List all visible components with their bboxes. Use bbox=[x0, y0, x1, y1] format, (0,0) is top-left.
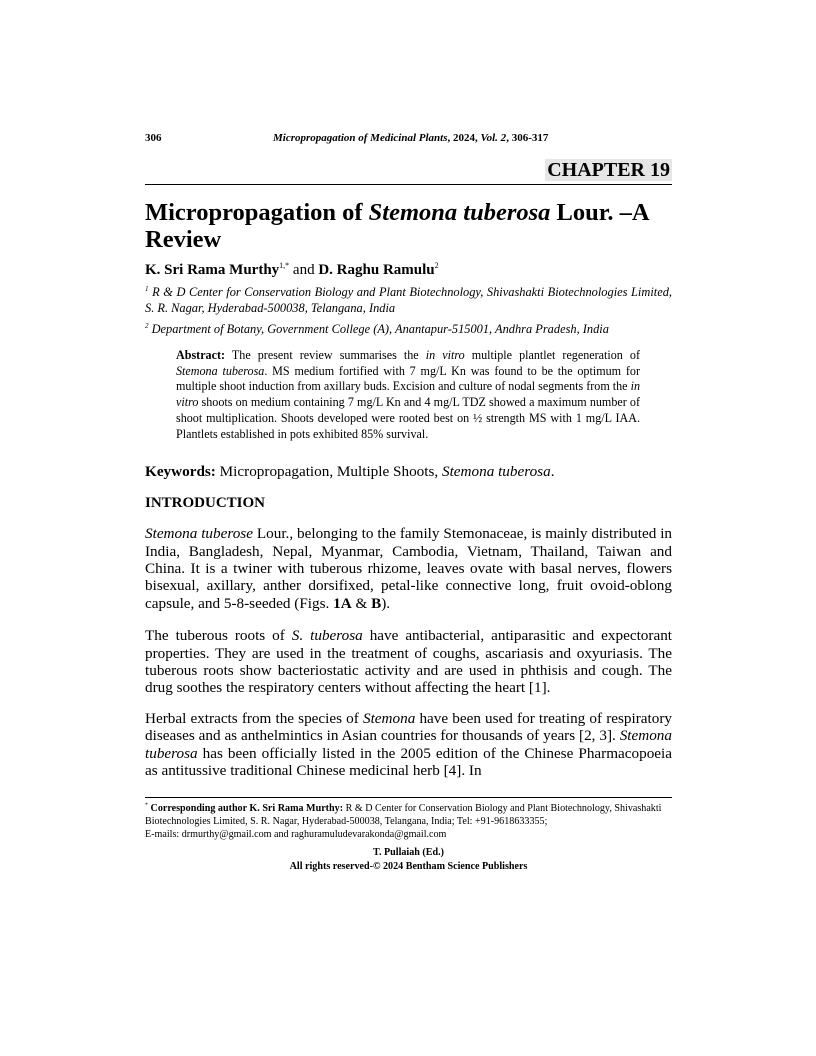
section-heading: INTRODUCTION bbox=[145, 495, 266, 512]
text-run: . bbox=[550, 463, 555, 481]
text-run: Lour., belonging to the family Stemonaceae, is mainly distributed in India, Bangladesh, Nepal, Myanmar, Cambodia, Vietnam, Thailand, Taiwan and China. It is a twiner with tuberous rhizome, leaves ovate with basal nerves, flowers bisexual, axillary, anther dorsifixed, petal-like connective long, fruit ovoid-oblong capsule, and 5-8-seeded (Figs. bbox=[145, 525, 673, 612]
text-run: Herbal extracts from the species of bbox=[145, 709, 363, 727]
page-title-line1 bbox=[145, 199, 650, 226]
page-title bbox=[145, 199, 672, 253]
author-name: D. Raghu Ramulu bbox=[318, 262, 435, 278]
editor-credit: T. Pullaiah (Ed.) bbox=[372, 846, 445, 858]
italic-text: Vol. 2 bbox=[480, 132, 507, 144]
running-header bbox=[145, 131, 672, 145]
abstract bbox=[176, 348, 640, 442]
text-run: have antibacterial, antiparasitic and expectorant properties. They are used in the treatment of coughs, ascariasis and oxyuriasis. The tuberous roots show bacteriostatic activity and are used in phthisis and cough. The drug soothes the respiratory centers without affecting the heart [1]. bbox=[145, 627, 673, 697]
italic-text: S. tuberosa bbox=[291, 627, 363, 645]
bold-text: 1A bbox=[333, 594, 352, 612]
chapter-label-row bbox=[145, 158, 672, 184]
text-run: multiple plantlet regeneration of bbox=[464, 348, 640, 362]
italic-text: Stemona tuberosa bbox=[441, 463, 551, 481]
page-number: 306 bbox=[145, 132, 162, 144]
page-title-line2: Review bbox=[145, 226, 222, 253]
italic-text: Stemona tuberose bbox=[145, 525, 253, 543]
journal-citation bbox=[273, 131, 548, 145]
bold-text: B bbox=[371, 594, 382, 612]
footnote bbox=[145, 802, 675, 841]
page-content bbox=[145, 131, 672, 874]
text-run: shoots on medium containing 7 mg/L Kn and 4 mg/L TDZ showed a maximum number of shoot multiplication. Shoots developed were rooted best on ½ strength MS with 1 mg/L IAA. Plantlets established in pots exhibited 85% survival. bbox=[176, 395, 640, 441]
affiliation bbox=[145, 284, 672, 316]
text-run: . MS medium fortified with 7 mg/L Kn was found to be the optimum for multiple shoot induction from axillary buds. Excision and culture of nodal segments from the bbox=[176, 363, 640, 394]
author-list bbox=[145, 261, 672, 279]
italic-text: in vitro bbox=[176, 379, 640, 410]
italic-text: Stemona tuberosa bbox=[368, 199, 551, 226]
footnote-text: R & D Center for Conservation Biology and Plant Biotechnology, Shivashakti Biotechnologies Limited, S. R. Nagar, Hyderabad-500038, Telangana, India; Tel: +91-9618633355; bbox=[145, 802, 662, 827]
italic-text: Stemona tuberosa bbox=[176, 363, 265, 378]
text-run: Micropropagation, Multiple Shoots, bbox=[215, 463, 442, 481]
text-run: Micropropagation of bbox=[145, 199, 369, 226]
text-run: , 306-317 bbox=[506, 132, 549, 144]
affiliation-mark: 1 bbox=[145, 284, 149, 293]
header-divider bbox=[145, 184, 672, 185]
text-run: Lour. –A bbox=[550, 199, 650, 226]
footnote-label: Corresponding author K. Sri Rama Murthy: bbox=[148, 802, 344, 814]
body-paragraph bbox=[145, 627, 672, 697]
body-paragraph bbox=[145, 525, 672, 612]
bold-text: Abstract: bbox=[176, 348, 226, 362]
copyright-notice: All rights reserved-© 2024 Bentham Science Publishers bbox=[289, 860, 528, 872]
italic-text: Stemona bbox=[362, 709, 416, 727]
text-run: has been officially listed in the 2005 edition of the Chinese Pharmacopoeia as antitussive traditional Chinese medicinal herb [4]. In bbox=[145, 744, 672, 780]
author-conjunction: and bbox=[289, 262, 319, 278]
text-run: & bbox=[351, 594, 372, 612]
chapter-label: CHAPTER 19 bbox=[547, 159, 670, 181]
footnote-divider bbox=[145, 797, 672, 798]
affiliation-text: R & D Center for Conservation Biology and Plant Biotechnology, Shivashakti Biotechnologies Limited, S. R. Nagar, Hyderabad-500038, Telangana, India bbox=[145, 285, 672, 315]
body-paragraph bbox=[145, 710, 672, 780]
affiliation-text: Department of Botany, Government College (A), Anantapur-515001, Andhra Pradesh, India bbox=[148, 322, 609, 336]
footnote-emails: E-mails: drmurthy@gmail.com and raghuramuludevarakonda@gmail.com bbox=[145, 828, 447, 840]
bold-text: Keywords: bbox=[145, 463, 216, 481]
author-affiliation-mark: 2 bbox=[434, 261, 439, 270]
affiliation-mark: 2 bbox=[145, 321, 149, 330]
text-run: ). bbox=[381, 594, 391, 612]
text-run: The tuberous roots of bbox=[145, 627, 292, 645]
author-name: K. Sri Rama Murthy bbox=[145, 262, 280, 278]
italic-text: in vitro bbox=[425, 348, 465, 362]
text-run: The present review summarises the bbox=[225, 348, 426, 362]
text-run: , 2024, bbox=[447, 132, 481, 144]
keywords bbox=[145, 463, 672, 481]
author-affiliation-mark: 1,* bbox=[279, 261, 290, 270]
text-run: have been used for treating of respiratory diseases and as anthelmintics in Asian countries for thousands of years [2, 3]. bbox=[145, 709, 672, 745]
italic-text: Stemona tuberosa bbox=[145, 727, 672, 762]
footnote-marker: * bbox=[145, 802, 148, 809]
affiliation bbox=[145, 321, 672, 337]
italic-text: Micropropagation of Medicinal Plants bbox=[273, 132, 448, 144]
